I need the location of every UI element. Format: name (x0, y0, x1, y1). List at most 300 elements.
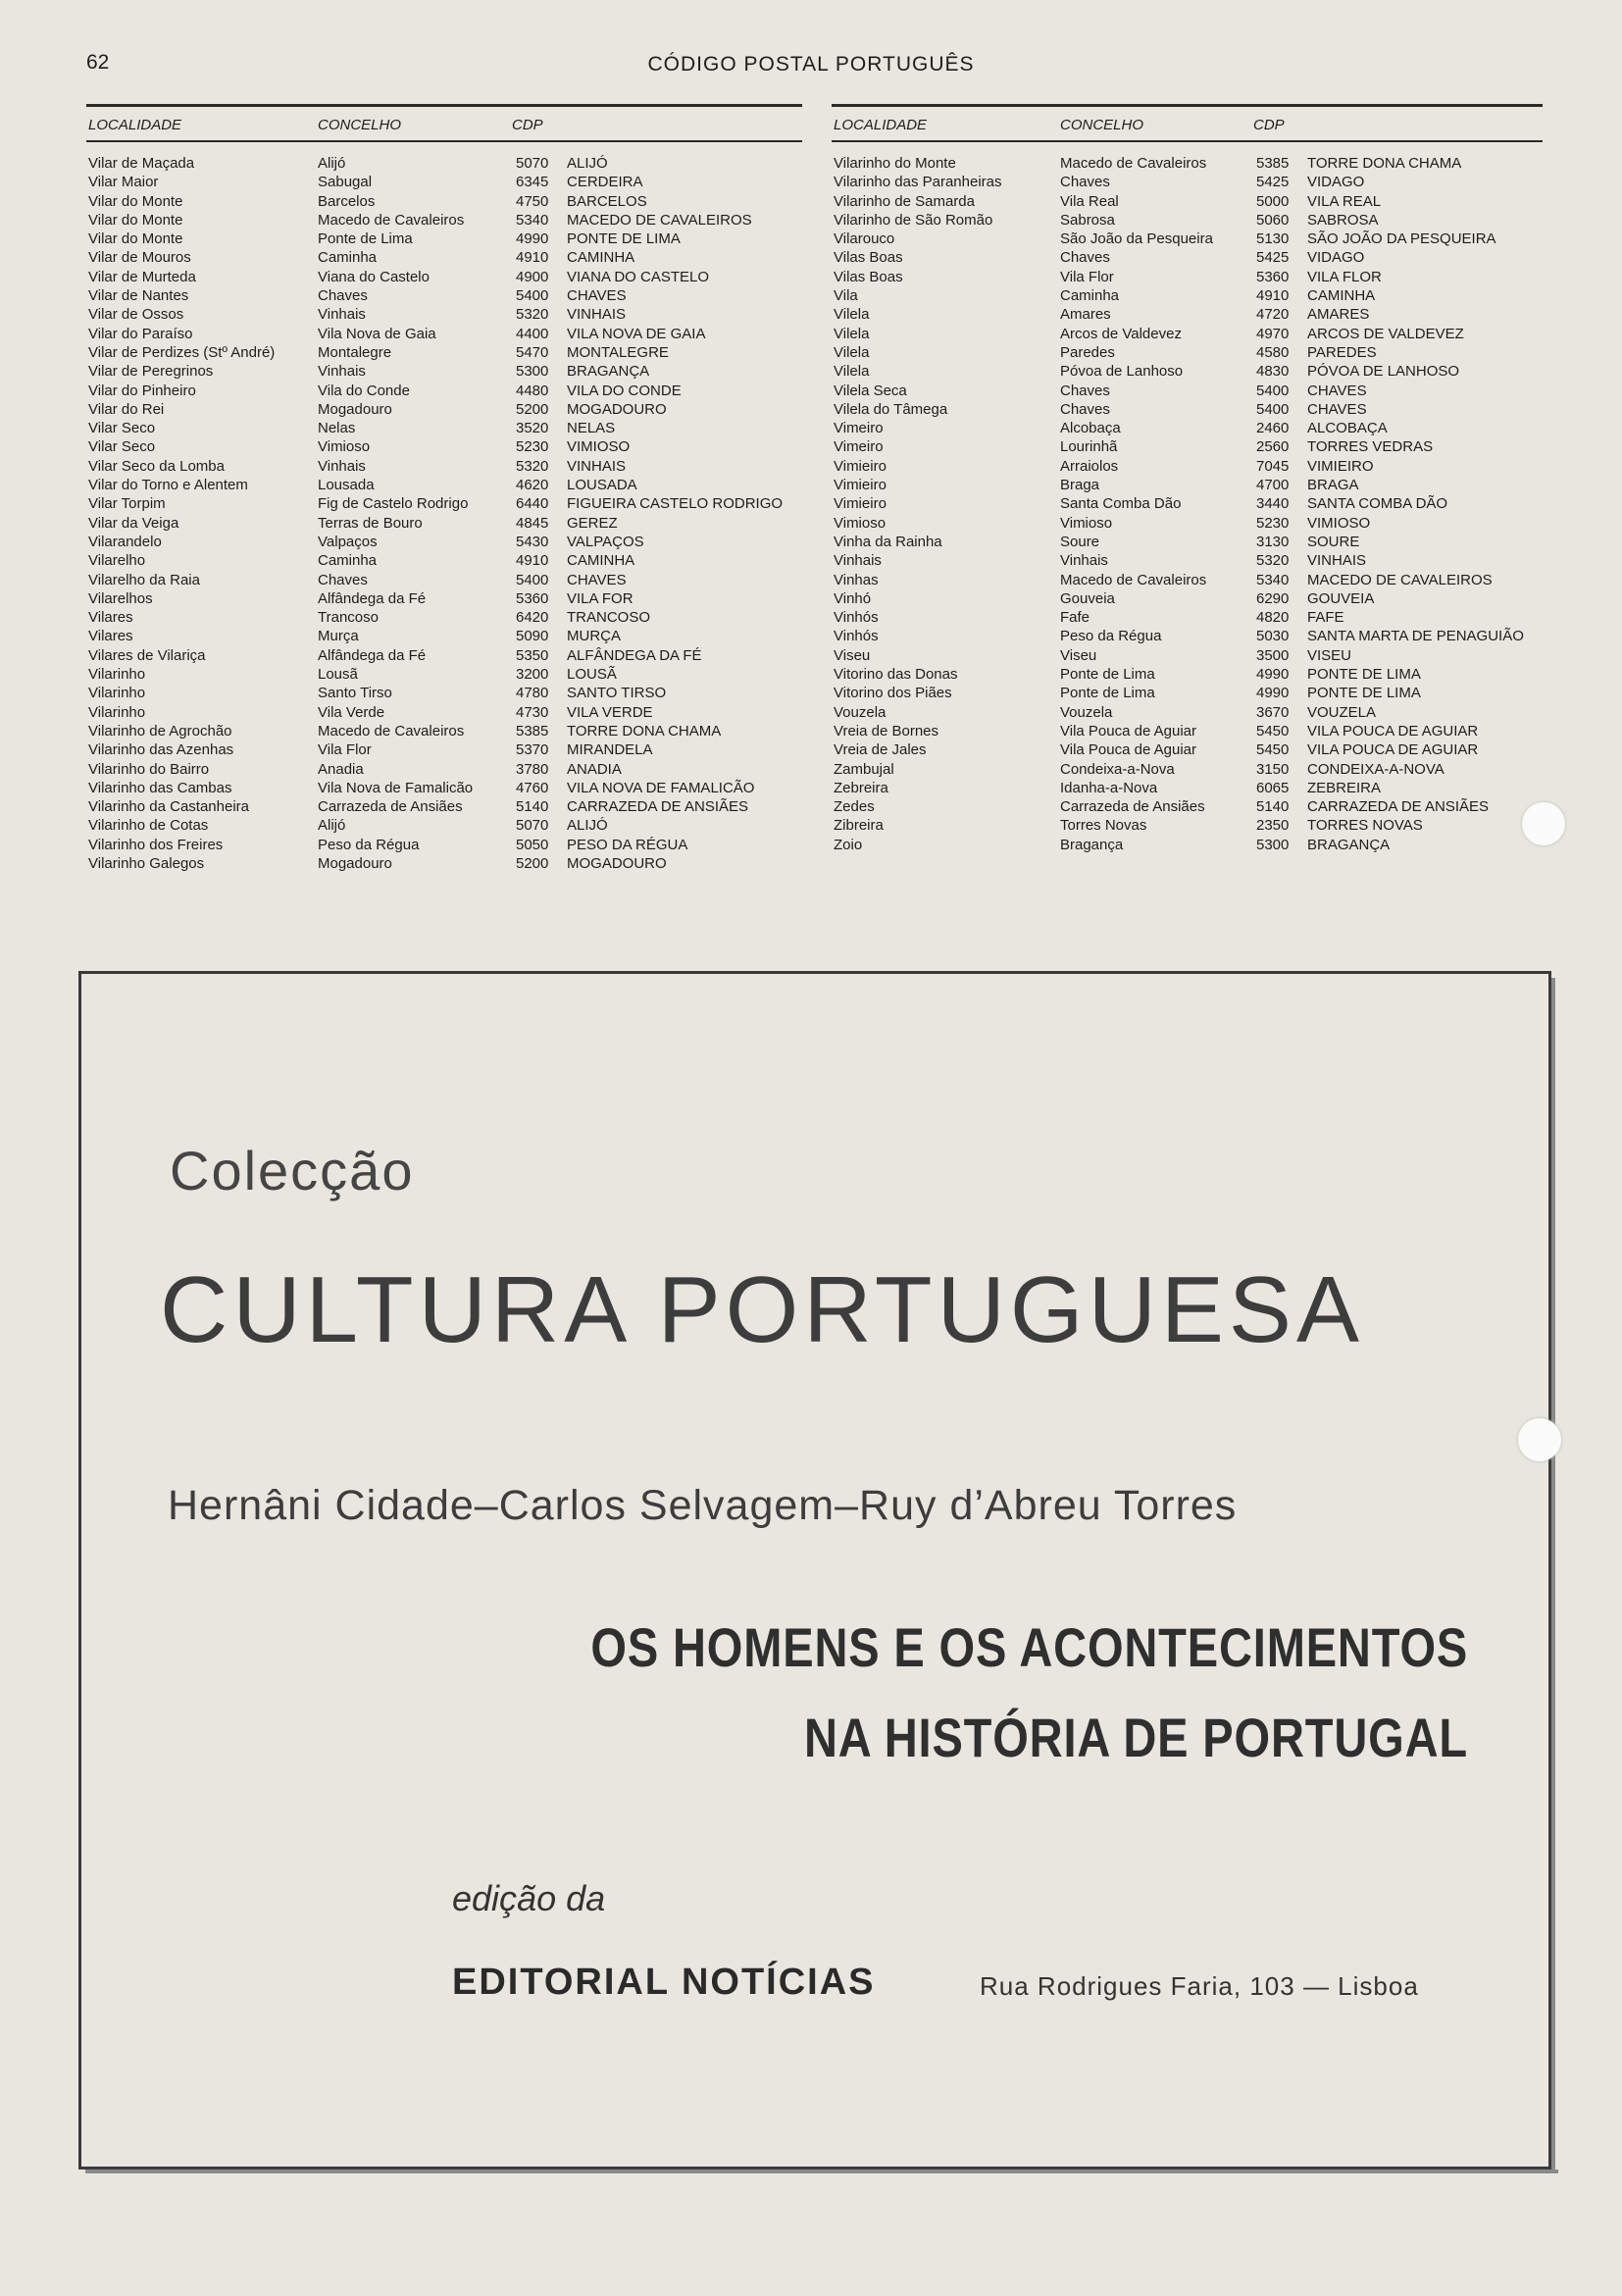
localidade-cell: Vilar de Murteda (88, 268, 196, 285)
table-row (86, 684, 802, 702)
destination-cell: GOUVEIA (1307, 589, 1375, 607)
table-row (86, 419, 802, 437)
destination-cell: CAMINHA (1307, 287, 1376, 305)
concelho-cell: Lousã (318, 666, 358, 684)
table-row (832, 627, 1543, 645)
concelho-cell: Santo Tirso (318, 685, 392, 702)
destination-cell: VIMIOSO (1307, 514, 1371, 532)
destination-cell: CHAVES (567, 571, 627, 588)
table-row (832, 192, 1543, 211)
localidade-cell: Vimeiro (834, 420, 884, 437)
localidade-cell: Vilar de Perdizes (Stº André) (88, 343, 276, 361)
cdp-cell: 4580 (1256, 343, 1290, 361)
concelho-cell: Ponte de Lima (1060, 685, 1155, 702)
destination-cell: CERDEIRA (567, 174, 643, 191)
concelho-cell: Viana do Castelo (318, 268, 430, 285)
table-row (86, 514, 802, 533)
concelho-cell: Vinhais (318, 306, 366, 324)
table-row (86, 551, 802, 570)
concelho-cell: Braga (1060, 477, 1100, 494)
header-cdp: CDP (512, 117, 543, 133)
table-row (86, 836, 802, 854)
localidade-cell: Vreia de Jales (834, 741, 927, 759)
cdp-cell: 4990 (516, 230, 549, 248)
cdp-cell: 5320 (1256, 552, 1290, 570)
localidade-cell: Vilares (88, 628, 133, 645)
cdp-cell: 5320 (516, 457, 549, 475)
table-row (832, 836, 1543, 854)
cdp-cell: 4910 (516, 249, 549, 267)
cdp-cell: 7045 (1256, 457, 1290, 475)
concelho-cell: Trancoso (318, 609, 379, 627)
concelho-cell: Lousada (318, 477, 375, 494)
cdp-cell: 5400 (516, 571, 549, 588)
localidade-cell: Vilarinho de São Romão (834, 211, 993, 229)
header-localidade: LOCALIDADE (834, 117, 928, 133)
destination-cell: VIANA DO CASTELO (567, 268, 710, 285)
destination-cell: VIMIEIRO (1307, 457, 1374, 475)
localidade-cell: Vimioso (834, 514, 887, 532)
cdp-cell: 6345 (516, 174, 549, 191)
destination-cell: VILA DO CONDE (567, 382, 682, 399)
destination-cell: LOUSADA (567, 477, 637, 494)
ad-authors: Hernâni Cidade–Carlos Selvagem–Ruy d’Abreu Torres (168, 1482, 1238, 1529)
cdp-cell: 5090 (516, 628, 549, 645)
table-row (86, 740, 802, 759)
concelho-cell: Viseu (1060, 646, 1097, 664)
cdp-cell: 3200 (516, 666, 549, 684)
destination-cell: VILA POUCA DE AGUIAR (1307, 741, 1479, 759)
cdp-cell: 5200 (516, 854, 549, 872)
concelho-cell: Ponte de Lima (318, 230, 413, 248)
destination-cell: PESO DA RÉGUA (567, 836, 688, 853)
page-number: 62 (86, 51, 110, 74)
cdp-cell: 5000 (1256, 192, 1290, 210)
concelho-cell: Vila Flor (1060, 268, 1114, 285)
cdp-cell: 5230 (1256, 514, 1290, 532)
localidade-cell: Vilar da Veiga (88, 514, 179, 532)
localidade-cell: Vilar do Rei (88, 400, 165, 418)
ad-book-title-line1: OS HOMENS E OS ACONTECIMENTOS (590, 1616, 1468, 1678)
localidade-cell: Vilas Boas (834, 249, 903, 267)
concelho-cell: Arcos de Valdevez (1060, 325, 1182, 342)
concelho-cell: Vila Pouca de Aguiar (1060, 741, 1196, 759)
cdp-cell: 5450 (1256, 722, 1290, 740)
table-row (832, 382, 1543, 400)
localidade-cell: Vilar do Paraíso (88, 325, 193, 342)
localidade-cell: Zebreira (834, 779, 888, 796)
localidade-cell: Vilela (834, 306, 870, 324)
localidade-cell: Vilar Seco (88, 438, 156, 456)
destination-cell: MONTALEGRE (567, 343, 669, 361)
destination-cell: VILA NOVA DE GAIA (567, 325, 706, 342)
localidade-cell: Vreia de Bornes (834, 722, 939, 740)
localidade-cell: Vilarelhos (88, 589, 153, 607)
concelho-cell: Vila Verde (318, 703, 385, 721)
cdp-cell: 5340 (1256, 571, 1290, 588)
table-row (86, 382, 802, 400)
concelho-cell: Caminha (318, 249, 378, 267)
destination-cell: CAMINHA (567, 552, 635, 570)
concelho-cell: Nelas (318, 420, 356, 437)
destination-cell: VILA FOR (567, 589, 634, 607)
cdp-cell: 5400 (516, 287, 549, 305)
localidade-cell: Viseu (834, 646, 871, 664)
localidade-cell: Vinhós (834, 628, 879, 645)
concelho-cell: Santa Comba Dão (1060, 495, 1182, 513)
cdp-cell: 5370 (516, 741, 549, 759)
destination-cell: VIDAGO (1307, 249, 1365, 267)
cdp-cell: 3670 (1256, 703, 1290, 721)
localidade-cell: Vilar de Nantes (88, 287, 189, 305)
concelho-cell: Alfândega da Fé (318, 646, 427, 664)
localidade-cell: Vilar do Monte (88, 192, 183, 210)
running-head: CÓDIGO POSTAL PORTUGUÊS (647, 53, 975, 76)
table-row (832, 343, 1543, 362)
localidade-cell: Vilar Torpim (88, 495, 166, 513)
destination-cell: VALPAÇOS (567, 533, 644, 550)
concelho-cell: Barcelos (318, 192, 376, 210)
ad-edition-label: edição da (452, 1878, 606, 1918)
cdp-cell: 4830 (1256, 363, 1290, 381)
table-row (86, 400, 802, 419)
concelho-cell: Macedo de Cavaleiros (1060, 155, 1207, 172)
header-concelho: CONCELHO (1060, 117, 1144, 133)
cdp-cell: 5400 (1256, 400, 1290, 418)
concelho-cell: Gouveia (1060, 589, 1115, 607)
concelho-cell: Peso da Régua (318, 836, 420, 853)
table-rows (86, 154, 802, 873)
ad-book-title-line2: NA HISTÓRIA DE PORTUGAL (803, 1707, 1468, 1768)
cdp-cell: 4820 (1256, 609, 1290, 627)
table-row (86, 722, 802, 740)
destination-cell: PONTE DE LIMA (1307, 666, 1421, 684)
cdp-cell: 5300 (1256, 836, 1290, 853)
concelho-cell: Vinhais (1060, 552, 1108, 570)
destination-cell: SANTO TIRSO (567, 685, 667, 702)
localidade-cell: Zambujal (834, 760, 894, 778)
localidade-cell: Vilar Seco da Lomba (88, 457, 225, 475)
localidade-cell: Vilarinho de Agrochão (88, 722, 232, 740)
concelho-cell: Chaves (1060, 382, 1110, 399)
table-row (832, 589, 1543, 608)
cdp-cell: 4970 (1256, 325, 1290, 342)
concelho-cell: Anadia (318, 760, 364, 778)
concelho-cell: Vila do Conde (318, 382, 410, 399)
table-row (86, 494, 802, 513)
destination-cell: ALFÂNDEGA DA FÉ (567, 646, 702, 664)
concelho-cell: Caminha (318, 552, 378, 570)
table-row (832, 419, 1543, 437)
localidade-cell: Vilar Seco (88, 420, 156, 437)
destination-cell: SABROSA (1307, 211, 1379, 229)
localidade-cell: Vila (834, 287, 858, 305)
concelho-cell: Vinhais (318, 363, 366, 381)
concelho-cell: Chaves (318, 571, 368, 588)
destination-cell: CHAVES (1307, 382, 1367, 399)
cdp-cell: 5350 (516, 646, 549, 664)
destination-cell: ALIJÓ (567, 817, 608, 835)
cdp-cell: 4620 (516, 477, 549, 494)
localidade-cell: Vilar do Monte (88, 211, 183, 229)
destination-cell: VIMIOSO (567, 438, 631, 456)
localidade-cell: Vilela (834, 325, 870, 342)
concelho-cell: Póvoa de Lanhoso (1060, 363, 1184, 381)
table-row (832, 760, 1543, 779)
table-row (86, 305, 802, 324)
table-row (832, 740, 1543, 759)
table-row (832, 230, 1543, 248)
cdp-cell: 4480 (516, 382, 549, 399)
table-row (86, 343, 802, 362)
localidade-cell: Vilela (834, 363, 870, 381)
concelho-cell: Condeixa-a-Nova (1060, 760, 1175, 778)
table-row (832, 571, 1543, 589)
concelho-cell: Sabugal (318, 174, 373, 191)
cdp-cell: 3130 (1256, 533, 1290, 550)
cdp-cell: 5050 (516, 836, 549, 853)
table-row (832, 286, 1543, 305)
concelho-cell: Alijó (318, 817, 346, 835)
destination-cell: BARCELOS (567, 192, 647, 210)
cdp-cell: 4990 (1256, 685, 1290, 702)
localidade-cell: Vimieiro (834, 495, 887, 513)
concelho-cell: Ponte de Lima (1060, 666, 1155, 684)
cdp-cell: 5140 (1256, 798, 1290, 816)
localidade-cell: Vilarinho da Castanheira (88, 798, 249, 816)
table-row (832, 779, 1543, 797)
destination-cell: BRAGANÇA (567, 363, 650, 381)
concelho-cell: Murça (318, 628, 359, 645)
cdp-cell: 4760 (516, 779, 549, 796)
destination-cell: CHAVES (1307, 400, 1367, 418)
destination-cell: CHAVES (567, 287, 627, 305)
cdp-cell: 5470 (516, 343, 549, 361)
table-row (832, 476, 1543, 494)
destination-cell: MACEDO DE CAVALEIROS (567, 211, 752, 229)
cdp-cell: 5320 (516, 306, 549, 324)
concelho-cell: Vouzela (1060, 703, 1113, 721)
localidade-cell: Vinhais (834, 552, 882, 570)
cdp-cell: 4750 (516, 192, 549, 210)
destination-cell: BRAGANÇA (1307, 836, 1391, 853)
localidade-cell: Zibreira (834, 817, 884, 835)
table-row (832, 665, 1543, 684)
cdp-cell: 2560 (1256, 438, 1290, 456)
table-row (832, 154, 1543, 173)
destination-cell: BRAGA (1307, 477, 1359, 494)
localidade-cell: Vilar Maior (88, 174, 159, 191)
localidade-cell: Zedes (834, 798, 875, 816)
concelho-cell: Soure (1060, 533, 1100, 550)
localidade-cell: Vilarinho do Bairro (88, 760, 210, 778)
table-row (832, 684, 1543, 702)
localidade-cell: Vilares (88, 609, 133, 627)
table-row (86, 286, 802, 305)
cdp-cell: 3520 (516, 420, 549, 437)
cdp-cell: 5430 (516, 533, 549, 550)
postal-table-right (832, 104, 1543, 854)
table-row (832, 646, 1543, 665)
localidade-cell: Vilarandelo (88, 533, 162, 550)
cdp-cell: 5230 (516, 438, 549, 456)
concelho-cell: Vila Nova de Gaia (318, 325, 436, 342)
concelho-cell: Amares (1060, 306, 1111, 324)
header-cdp: CDP (1253, 117, 1285, 133)
box-shadow-right (1551, 978, 1555, 2169)
table-row (832, 457, 1543, 476)
table-row (86, 362, 802, 381)
concelho-cell: Vila Real (1060, 192, 1119, 210)
cdp-cell: 5425 (1256, 249, 1290, 267)
destination-cell: PAREDES (1307, 343, 1377, 361)
rule-bottom (832, 140, 1543, 142)
destination-cell: PONTE DE LIMA (1307, 685, 1421, 702)
table-row (832, 268, 1543, 286)
concelho-cell: Macedo de Cavaleiros (318, 722, 465, 740)
cdp-cell: 4730 (516, 703, 549, 721)
cdp-cell: 5070 (516, 155, 549, 172)
concelho-cell: Mogadouro (318, 854, 392, 872)
table-row (832, 608, 1543, 627)
header-localidade: LOCALIDADE (88, 117, 182, 133)
ad-collection-label: Colecção (170, 1140, 415, 1201)
localidade-cell: Vilar de Maçada (88, 155, 195, 172)
cdp-cell: 5300 (516, 363, 549, 381)
localidade-cell: Vilarinho das Cambas (88, 779, 232, 796)
destination-cell: MACEDO DE CAVALEIROS (1307, 571, 1493, 588)
cdp-cell: 5385 (1256, 155, 1290, 172)
concelho-cell: São João da Pesqueira (1060, 230, 1213, 248)
localidade-cell: Vilar do Torno e Alentem (88, 477, 248, 494)
localidade-cell: Vitorino das Donas (834, 666, 958, 684)
concelho-cell: Carrazeda de Ansiães (318, 798, 463, 816)
cdp-cell: 5450 (1256, 741, 1290, 759)
destination-cell: SOURE (1307, 533, 1360, 550)
destination-cell: MOGADOURO (567, 854, 667, 872)
table-row (86, 571, 802, 589)
table-row (832, 722, 1543, 740)
destination-cell: SANTA MARTA DE PENAGUIÃO (1307, 628, 1524, 645)
table-row (832, 494, 1543, 513)
table-row (832, 325, 1543, 343)
localidade-cell: Vilas Boas (834, 268, 903, 285)
table-row (86, 173, 802, 191)
cdp-cell: 6420 (516, 609, 549, 627)
table-row (86, 589, 802, 608)
concelho-cell: Arraiolos (1060, 457, 1119, 475)
localidade-cell: Vilarinho (88, 685, 146, 702)
concelho-cell: Chaves (1060, 174, 1110, 191)
cdp-cell: 2350 (1256, 817, 1290, 835)
destination-cell: TRANCOSO (567, 609, 651, 627)
table-row (86, 211, 802, 230)
destination-cell: TORRE DONA CHAMA (1307, 155, 1462, 172)
destination-cell: ZEBREIRA (1307, 779, 1382, 796)
localidade-cell: Vimieiro (834, 477, 887, 494)
table-row (86, 325, 802, 343)
localidade-cell: Vilar do Pinheiro (88, 382, 196, 399)
cdp-cell: 6290 (1256, 589, 1290, 607)
cdp-cell: 5030 (1256, 628, 1290, 645)
table-row (832, 173, 1543, 191)
ad-address: Rua Rodrigues Faria, 103 — Lisboa (980, 1971, 1419, 2001)
cdp-cell: 3440 (1256, 495, 1290, 513)
cdp-cell: 5060 (1256, 211, 1290, 229)
cdp-cell: 5360 (1256, 268, 1290, 285)
table-rows (832, 154, 1543, 854)
localidade-cell: Vilela (834, 343, 870, 361)
concelho-cell: Valpaços (318, 533, 378, 550)
localidade-cell: Vilarinho de Cotas (88, 817, 209, 835)
cdp-cell: 5070 (516, 817, 549, 835)
concelho-cell: Chaves (1060, 249, 1110, 267)
concelho-cell: Montalegre (318, 343, 392, 361)
cdp-cell: 6440 (516, 495, 549, 513)
destination-cell: VILA VERDE (567, 703, 653, 721)
concelho-cell: Torres Novas (1060, 817, 1147, 835)
destination-cell: VILA POUCA DE AGUIAR (1307, 722, 1479, 740)
destination-cell: VILA FLOR (1307, 268, 1382, 285)
cdp-cell: 5140 (516, 798, 549, 816)
concelho-cell: Paredes (1060, 343, 1115, 361)
destination-cell: LOUSÃ (567, 666, 617, 684)
table-row (86, 154, 802, 173)
header-concelho: CONCELHO (318, 117, 402, 133)
table-row (86, 627, 802, 645)
concelho-cell: Mogadouro (318, 400, 392, 418)
table-row (832, 514, 1543, 533)
localidade-cell: Vilarinho (88, 666, 146, 684)
table-row (832, 305, 1543, 324)
localidade-cell: Vimieiro (834, 457, 887, 475)
postal-table-left (86, 104, 802, 873)
localidade-cell: Vilela do Tâmega (834, 400, 948, 418)
cdp-cell: 5130 (1256, 230, 1290, 248)
localidade-cell: Vilares de Vilariça (88, 646, 206, 664)
table-row (86, 230, 802, 248)
cdp-cell: 4720 (1256, 306, 1290, 324)
destination-cell: VINHAIS (567, 457, 627, 475)
destination-cell: AMARES (1307, 306, 1370, 324)
table-row (86, 192, 802, 211)
cdp-cell: 4900 (516, 268, 549, 285)
concelho-cell: Vila Flor (318, 741, 372, 759)
table-row (86, 457, 802, 476)
advertisement-box (78, 971, 1551, 2169)
table-row (86, 760, 802, 779)
cdp-cell: 4990 (1256, 666, 1290, 684)
punch-hole (1522, 802, 1565, 845)
destination-cell: NELAS (567, 420, 616, 437)
table-row (832, 437, 1543, 456)
table-row (832, 703, 1543, 722)
destination-cell: FIGUEIRA CASTELO RODRIGO (567, 495, 784, 513)
concelho-cell: Vimioso (1060, 514, 1113, 532)
destination-cell: VILA REAL (1307, 192, 1382, 210)
concelho-cell: Fig de Castelo Rodrigo (318, 495, 469, 513)
cdp-cell: 4400 (516, 325, 549, 342)
table-row (86, 703, 802, 722)
destination-cell: VISEU (1307, 646, 1352, 664)
localidade-cell: Vilela Seca (834, 382, 907, 399)
localidade-cell: Vilarinho de Samarda (834, 192, 975, 210)
concelho-cell: Terras de Bouro (318, 514, 423, 532)
destination-cell: ARCOS DE VALDEVEZ (1307, 325, 1464, 342)
localidade-cell: Vinhó (834, 589, 872, 607)
destination-cell: SANTA COMBA DÃO (1307, 495, 1448, 513)
localidade-cell: Vilar de Ossos (88, 306, 184, 324)
